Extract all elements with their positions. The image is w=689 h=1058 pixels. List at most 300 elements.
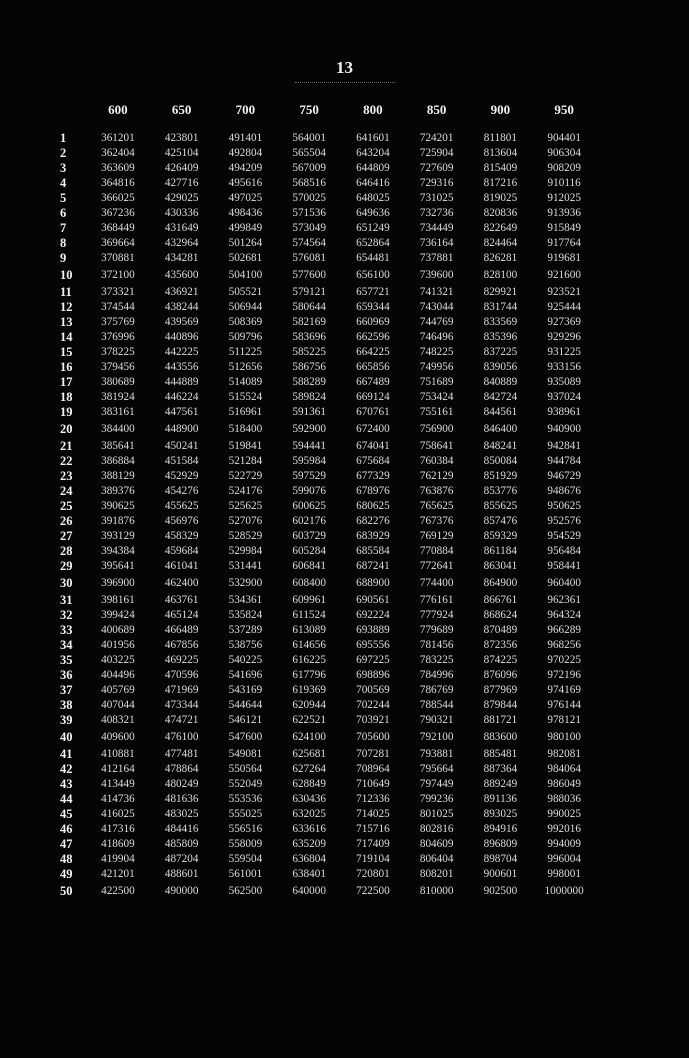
table-cell: 908209: [547, 162, 581, 174]
table-cell: 649636: [356, 207, 390, 219]
table-row: [56, 852, 596, 867]
table-cell: 793881: [419, 748, 454, 760]
column-header: 850: [426, 102, 447, 117]
table-row: [56, 131, 596, 146]
row-index: 9: [60, 251, 67, 265]
table-cell: 379456: [101, 361, 135, 373]
row-index: 35: [60, 653, 73, 667]
table-cell: 544644: [228, 699, 263, 711]
table-cell: 567009: [292, 162, 326, 174]
table-cell: 804609: [419, 838, 454, 850]
table-cell: 786769: [419, 684, 454, 696]
table-cell: 476100: [164, 731, 199, 743]
table-cell: 984064: [547, 763, 581, 775]
table-cell: 998001: [547, 868, 581, 880]
table-cell: 537289: [228, 624, 263, 636]
table-cell: 929296: [547, 331, 581, 343]
table-cell: 582169: [292, 316, 326, 328]
table-row: [56, 375, 596, 390]
table-cell: 762129: [419, 470, 454, 482]
table-row: [56, 529, 596, 544]
table-cell: 831744: [483, 301, 518, 313]
table-cell: 817216: [483, 177, 518, 189]
table-cell: 367236: [101, 207, 135, 219]
table-cell: 480249: [164, 778, 199, 790]
table-cell: 992016: [547, 823, 581, 835]
table-cell: 751689: [419, 376, 454, 388]
table-cell: 535824: [228, 609, 263, 621]
row-index: 8: [60, 236, 67, 250]
table-cell: 996004: [547, 853, 581, 865]
table-row: [56, 236, 596, 251]
table-cell: 620944: [292, 699, 326, 711]
table-cell: 606841: [292, 560, 326, 572]
table-cell: 980100: [547, 731, 581, 743]
table-cell: 643204: [356, 147, 390, 159]
table-cell: 579121: [292, 286, 326, 298]
table-cell: 682276: [356, 515, 390, 527]
table-cell: 960400: [547, 577, 581, 589]
table-cell: 444889: [164, 376, 199, 388]
table-cell: 511225: [228, 346, 262, 358]
row-index: 5: [60, 191, 67, 205]
table-cell: 665856: [356, 361, 390, 373]
table-cell: 633616: [292, 823, 326, 835]
table-cell: 687241: [356, 560, 390, 572]
row-index: 33: [60, 623, 73, 637]
table-cell: 429025: [164, 192, 199, 204]
table-cell: 739600: [419, 269, 454, 281]
table-cell: 982081: [547, 748, 581, 760]
row-index: 42: [60, 762, 73, 776]
table-row: [56, 176, 596, 191]
table-row: [56, 390, 596, 405]
table-cell: 743044: [419, 301, 454, 313]
table-cell: 885481: [483, 748, 518, 760]
table-cell: 863041: [483, 560, 518, 572]
table-cell: 737881: [419, 252, 454, 264]
table-cell: 435600: [164, 269, 199, 281]
table-cell: 946729: [547, 470, 581, 482]
table-row: [56, 345, 596, 360]
table-cell: 474721: [164, 714, 199, 726]
table-cell: 592900: [292, 423, 326, 435]
table-cell: 524176: [228, 485, 263, 497]
table-cell: 844561: [483, 406, 518, 418]
table-cell: 935089: [547, 376, 581, 388]
table-cell: 964324: [547, 609, 581, 621]
table-cell: 772641: [419, 560, 454, 572]
table-cell: 436921: [164, 286, 199, 298]
table-cell: 674041: [356, 440, 390, 452]
table-cell: 514089: [228, 376, 263, 388]
table-cell: 695556: [356, 639, 390, 651]
row-index: 6: [60, 206, 67, 220]
table-cell: 970225: [547, 654, 581, 666]
table-cell: 958441: [547, 560, 581, 572]
table-cell: 550564: [228, 763, 263, 775]
table-row: [56, 837, 596, 852]
table-cell: 366025: [101, 192, 135, 204]
table-cell: 931225: [547, 346, 581, 358]
table-row: [56, 315, 596, 330]
row-index: 13: [60, 315, 73, 329]
table-cell: 660969: [356, 316, 390, 328]
index-column-header: [56, 98, 86, 131]
table-cell: 712336: [356, 793, 390, 805]
table-cell: 690561: [356, 594, 390, 606]
table-cell: 954529: [547, 530, 581, 542]
table-row: [56, 593, 596, 608]
table-cell: 725904: [419, 147, 454, 159]
table-cell: 714025: [356, 808, 390, 820]
table-row: [56, 439, 596, 454]
table-cell: 378225: [101, 346, 135, 358]
table-cell: 583696: [292, 331, 326, 343]
table-cell: 375769: [101, 316, 135, 328]
table-cell: 459684: [164, 545, 199, 557]
table-cell: 638401: [292, 868, 326, 880]
table-cell: 940900: [547, 423, 581, 435]
table-cell: 591361: [292, 406, 326, 418]
table-cell: 409600: [101, 731, 135, 743]
table-cell: 811801: [483, 132, 517, 144]
table-cell: 624100: [292, 731, 326, 743]
table-cell: 994009: [547, 838, 581, 850]
table-cell: 877969: [483, 684, 518, 696]
column-header: 950: [554, 102, 574, 117]
row-index: 36: [60, 668, 73, 682]
table-cell: 746496: [419, 331, 454, 343]
table-row: [56, 762, 596, 777]
table-cell: 839056: [483, 361, 518, 373]
table-cell: 381924: [101, 391, 135, 403]
table-cell: 391876: [101, 515, 135, 527]
table-cell: 361201: [101, 132, 135, 144]
row-index: 21: [60, 439, 73, 453]
table-cell: 430336: [164, 207, 199, 219]
table-cell: 506944: [228, 301, 263, 313]
table-row: [56, 330, 596, 345]
table-cell: 861184: [483, 545, 517, 557]
table-cell: 410881: [101, 748, 135, 760]
table-cell: 702244: [356, 699, 390, 711]
table-cell: 422500: [101, 885, 135, 897]
table-row: [56, 683, 596, 698]
table-cell: 678976: [356, 485, 390, 497]
table-cell: 675684: [356, 455, 390, 467]
table-cell: 799236: [419, 793, 454, 805]
table-cell: 467856: [164, 639, 199, 651]
table-cell: 986049: [547, 778, 581, 790]
table-cell: 416025: [101, 808, 135, 820]
table-cell: 471969: [164, 684, 199, 696]
table-cell: 808201: [419, 868, 454, 880]
table-cell: 962361: [547, 594, 581, 606]
table-cell: 505521: [228, 286, 263, 298]
table-row: [56, 514, 596, 529]
table-cell: 531441: [228, 560, 263, 572]
table-cell: 767376: [419, 515, 454, 527]
table-cell: 708964: [356, 763, 390, 775]
table-cell: 600625: [292, 500, 326, 512]
table-cell: 525625: [228, 500, 263, 512]
table-cell: 795664: [419, 763, 454, 775]
row-index: 46: [60, 822, 73, 836]
table-cell: 893025: [483, 808, 518, 820]
table-cell: 570025: [292, 192, 326, 204]
row-index: 37: [60, 683, 73, 697]
table-cell: 497025: [228, 192, 263, 204]
table-cell: 988036: [547, 793, 581, 805]
table-cell: 855625: [483, 500, 518, 512]
table-row: [56, 867, 596, 882]
table-cell: 968256: [547, 639, 581, 651]
table-cell: 974169: [547, 684, 581, 696]
row-index: 40: [60, 730, 73, 744]
table-cell: 857476: [483, 515, 518, 527]
table-cell: 622521: [292, 714, 326, 726]
table-row: [56, 191, 596, 206]
table-cell: 917764: [547, 237, 581, 249]
table-cell: 667489: [356, 376, 390, 388]
table-cell: 732736: [419, 207, 454, 219]
table-cell: 501264: [228, 237, 263, 249]
row-index: 15: [60, 345, 73, 359]
row-index: 14: [60, 330, 73, 344]
table-cell: 443556: [164, 361, 199, 373]
table-cell: 850084: [483, 455, 518, 467]
table-row: [56, 405, 596, 420]
row-index: 39: [60, 713, 73, 727]
table-cell: 727609: [419, 162, 454, 174]
table-cell: 972196: [547, 669, 581, 681]
table-cell: 848241: [483, 440, 518, 452]
table-cell: 776161: [419, 594, 454, 606]
table-cell: 451584: [164, 455, 199, 467]
row-index: 34: [60, 638, 73, 652]
table-cell: 748225: [419, 346, 454, 358]
table-cell: 414736: [101, 793, 135, 805]
table-cell: 386884: [101, 455, 135, 467]
table-cell: 463761: [164, 594, 199, 606]
row-index: 47: [60, 837, 73, 851]
table-cell: 741321: [419, 286, 454, 298]
table-cell: 491401: [228, 132, 263, 144]
table-cell: 685584: [356, 545, 390, 557]
table-cell: 683929: [356, 530, 390, 542]
table-cell: 654481: [356, 252, 390, 264]
table-cell: 376996: [101, 331, 135, 343]
row-index: 41: [60, 747, 73, 761]
table-cell: 419904: [101, 853, 135, 865]
table-cell: 736164: [419, 237, 454, 249]
table-cell: 636804: [292, 853, 326, 865]
table-cell: 405769: [101, 684, 135, 696]
table-cell: 749956: [419, 361, 454, 373]
table-cell: 669124: [356, 391, 390, 403]
row-index: 16: [60, 360, 73, 374]
table-cell: 450241: [164, 440, 199, 452]
table-row: [56, 221, 596, 236]
table-cell: 461041: [164, 560, 199, 572]
row-index: 26: [60, 514, 73, 528]
table-cell: 611524: [292, 609, 326, 621]
table-row: [56, 882, 596, 901]
table-cell: 846400: [483, 423, 518, 435]
table-row: [56, 266, 596, 285]
table-cell: 413449: [101, 778, 135, 790]
table-cell: 442225: [164, 346, 199, 358]
table-cell: 912025: [547, 192, 581, 204]
table-cell: 777924: [419, 609, 454, 621]
table-row: [56, 300, 596, 315]
row-index: 18: [60, 390, 73, 404]
table-cell: 499849: [228, 222, 263, 234]
row-index: 49: [60, 867, 73, 881]
table-cell: 447561: [164, 406, 199, 418]
table-row: [56, 544, 596, 559]
table-cell: 522729: [228, 470, 263, 482]
table-cell: 571536: [292, 207, 326, 219]
table-cell: 597529: [292, 470, 326, 482]
table-cell: 543169: [228, 684, 263, 696]
table-cell: 619369: [292, 684, 326, 696]
row-index: 29: [60, 559, 73, 573]
table-cell: 532900: [228, 577, 263, 589]
table-cell: 614656: [292, 639, 326, 651]
table-cell: 393129: [101, 530, 135, 542]
table-cell: 819025: [483, 192, 518, 204]
table-row: [56, 285, 596, 300]
table-cell: 477481: [164, 748, 199, 760]
table-cell: 657721: [356, 286, 390, 298]
table-cell: 724201: [419, 132, 454, 144]
table-cell: 760384: [419, 455, 454, 467]
table-cell: 446224: [164, 391, 199, 403]
table-cell: 627264: [292, 763, 326, 775]
table-cell: 362404: [101, 147, 135, 159]
table-cell: 707281: [356, 748, 390, 760]
table-cell: 498436: [228, 207, 263, 219]
table-cell: 547600: [228, 731, 263, 743]
table-cell: 824464: [483, 237, 518, 249]
table-cell: 418609: [101, 838, 135, 850]
table-cell: 521284: [228, 455, 263, 467]
table-cell: 648025: [356, 192, 390, 204]
table-cell: 876096: [483, 669, 518, 681]
table-cell: 574564: [292, 237, 326, 249]
table-cell: 425104: [164, 147, 199, 159]
table-cell: 401956: [101, 639, 135, 651]
table-cell: 731025: [419, 192, 454, 204]
table-cell: 659344: [356, 301, 390, 313]
table-cell: 466489: [164, 624, 199, 636]
table-cell: 518400: [228, 423, 263, 435]
table-cell: 717409: [356, 838, 390, 850]
table-cell: 866761: [483, 594, 518, 606]
table-cell: 478864: [164, 763, 199, 775]
row-index: 43: [60, 777, 73, 791]
table-cell: 942841: [547, 440, 581, 452]
table-cell: 651249: [356, 222, 390, 234]
table-cell: 487204: [164, 853, 199, 865]
table-cell: 374544: [101, 301, 135, 313]
table-cell: 921600: [547, 269, 581, 281]
table-cell: 395641: [101, 560, 135, 572]
row-index: 20: [60, 422, 73, 436]
table-cell: 483025: [164, 808, 199, 820]
table-cell: 956484: [547, 545, 581, 557]
table-cell: 384400: [101, 423, 135, 435]
table-cell: 426409: [164, 162, 199, 174]
row-index: 10: [60, 268, 73, 282]
table-cell: 646416: [356, 177, 390, 189]
table-cell: 427716: [164, 177, 199, 189]
table-cell: 656100: [356, 269, 390, 281]
table-cell: 573049: [292, 222, 326, 234]
table-cell: 417316: [101, 823, 135, 835]
table-cell: 826281: [483, 252, 518, 264]
table-cell: 385641: [101, 440, 135, 452]
table-row: [56, 728, 596, 747]
table-cell: 407044: [101, 699, 135, 711]
table-cell: 431649: [164, 222, 199, 234]
row-index: 1: [60, 131, 67, 145]
table-cell: 889249: [483, 778, 518, 790]
table-cell: 641601: [356, 132, 390, 144]
table-cell: 564001: [292, 132, 326, 144]
table-row: [56, 792, 596, 807]
table-cell: 388129: [101, 470, 135, 482]
table-row: [56, 822, 596, 837]
table-cell: 519841: [228, 440, 263, 452]
table-cell: 553536: [228, 793, 263, 805]
table-cell: 635209: [292, 838, 326, 850]
table-cell: 541696: [228, 669, 263, 681]
table-cell: 792100: [419, 731, 454, 743]
table-cell: 874225: [483, 654, 518, 666]
column-header: 800: [363, 102, 383, 117]
table-cell: 677329: [356, 470, 390, 482]
row-index: 30: [60, 576, 73, 590]
table-cell: 944784: [547, 455, 581, 467]
table-cell: 380689: [101, 376, 135, 388]
table-cell: 494209: [228, 162, 263, 174]
table-cell: 758641: [419, 440, 454, 452]
table-row: [56, 777, 596, 792]
table-cell: 783225: [419, 654, 454, 666]
row-index: 44: [60, 792, 73, 806]
table-cell: 534361: [228, 594, 263, 606]
table-cell: 632025: [292, 808, 326, 820]
table-cell: 755161: [419, 406, 454, 418]
table-cell: 891136: [483, 793, 517, 805]
table-cell: 540225: [228, 654, 263, 666]
table-cell: 484416: [164, 823, 199, 835]
row-index: 48: [60, 852, 73, 866]
table-cell: 692224: [356, 609, 390, 621]
table-cell: 840889: [483, 376, 518, 388]
table-cell: 473344: [164, 699, 199, 711]
table-cell: 404496: [101, 669, 135, 681]
table-cell: 664225: [356, 346, 390, 358]
table-cell: 797449: [419, 778, 454, 790]
table-cell: 552049: [228, 778, 263, 790]
table-cell: 394384: [101, 545, 135, 557]
table-cell: 774400: [419, 577, 454, 589]
table-cell: 680625: [356, 500, 390, 512]
